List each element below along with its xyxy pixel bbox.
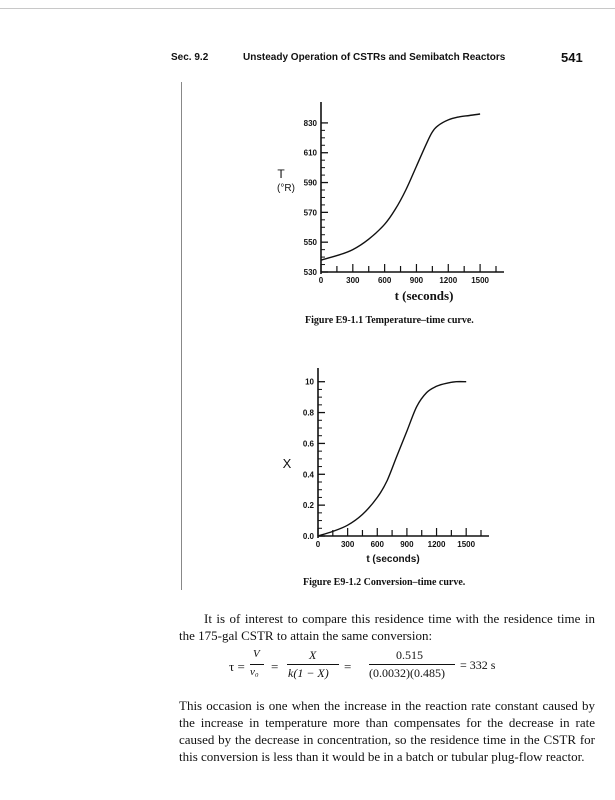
fig2-x-label: t (seconds) xyxy=(366,554,420,565)
fig2-y-label: X xyxy=(282,456,292,471)
fig2-x-tick-label: 900 xyxy=(400,540,414,549)
eq-result: = 332 s xyxy=(460,658,496,672)
temperature-time-figure xyxy=(0,80,615,330)
fig2-x-tick-label: 600 xyxy=(370,540,384,549)
eq-frac2-den: k(1 − X) xyxy=(288,666,329,680)
eq-equals-1: = xyxy=(271,659,279,674)
fig2-y-tick-label: 0.4 xyxy=(302,470,314,480)
fig1-y-tick-label: 570 xyxy=(303,208,317,218)
fig2-y-tick-label: 10 xyxy=(305,377,314,387)
fig1-x-ticks xyxy=(319,264,496,285)
fig1-y-tick-label: 610 xyxy=(303,148,317,158)
paragraph-compare-residence: It is of interest to compare this residence time with the residence time in the 175-gal CSTR to attain the same conversion: xyxy=(179,611,595,643)
fig2-axes xyxy=(318,368,489,538)
eq-frac1-den: v₀ xyxy=(250,666,259,678)
temperature-curve xyxy=(321,114,480,260)
fig2-x-tick-label: 300 xyxy=(340,540,355,549)
fig1-x-tick-label: 1200 xyxy=(439,276,458,285)
fig1-x-tick-label: 300 xyxy=(346,276,360,285)
conversion-curve xyxy=(318,382,466,536)
fig1-y-ticks xyxy=(304,119,328,277)
fig1-x-tick-label: 600 xyxy=(377,276,392,285)
fig2-y-tick-label: 0.2 xyxy=(302,501,314,511)
fig1-x-tick-label: 900 xyxy=(409,276,424,285)
fig1-y-tick-label: 530 xyxy=(303,268,317,277)
top-rule xyxy=(0,8,615,9)
conversion-time-figure xyxy=(0,350,615,590)
eq-frac3-den: (0.0032)(0.485) xyxy=(369,666,445,680)
fig2-x-ticks xyxy=(316,528,481,549)
fig1-axes xyxy=(321,102,504,274)
eq-frac1-num: V xyxy=(253,648,260,660)
fig2-y-tick-label: 0.0 xyxy=(302,532,314,541)
fig1-caption: Figure E9-1.1 Temperature–time curve. xyxy=(305,315,474,326)
running-head-title: Unsteady Operation of CSTRs and Semibatch Reactors xyxy=(243,52,506,63)
residence-time-equation xyxy=(0,646,615,690)
running-head-section: Sec. 9.2 xyxy=(171,52,209,63)
paragraph-occasion: This occasion is one when the increase in the reaction rate constant caused by the increase in temperature more than compensates for the decrease in rate caused by the decrease in concentration, so the residence time in the CSTR for this conversion is less than it would be in a batch or tubular plug-flow reactor. xyxy=(179,698,595,764)
eq-frac3-num: 0.515 xyxy=(396,648,423,662)
eq-equals-2: = xyxy=(344,659,352,674)
fig2-y-tick-label: 0.8 xyxy=(302,408,314,418)
fig1-y-label-unit: (°R) xyxy=(277,183,295,194)
eq-lhs: τ = xyxy=(229,659,245,674)
fig1-y-tick-label: 550 xyxy=(303,238,317,248)
fig1-y-tick-label: 590 xyxy=(303,178,317,188)
fig1-x-tick-label: 1500 xyxy=(471,276,489,285)
fig2-x-tick-label: 1200 xyxy=(427,540,446,549)
fig2-x-tick-label: 0 xyxy=(315,540,321,549)
fig1-y-label-t: T xyxy=(277,167,285,181)
fig2-y-tick-label: 0.6 xyxy=(302,439,314,449)
fig2-x-tick-label: 1500 xyxy=(457,540,476,549)
fig1-y-tick-label: 830 xyxy=(303,118,317,128)
fig1-x-label: t (seconds) xyxy=(394,288,454,303)
fig2-caption: Figure E9-1.2 Conversion–time curve. xyxy=(303,577,466,588)
eq-frac2-num: X xyxy=(309,648,317,662)
page-number: 541 xyxy=(561,50,583,65)
fig1-x-tick-label: 0 xyxy=(318,276,324,285)
fig2-y-ticks xyxy=(303,378,325,541)
